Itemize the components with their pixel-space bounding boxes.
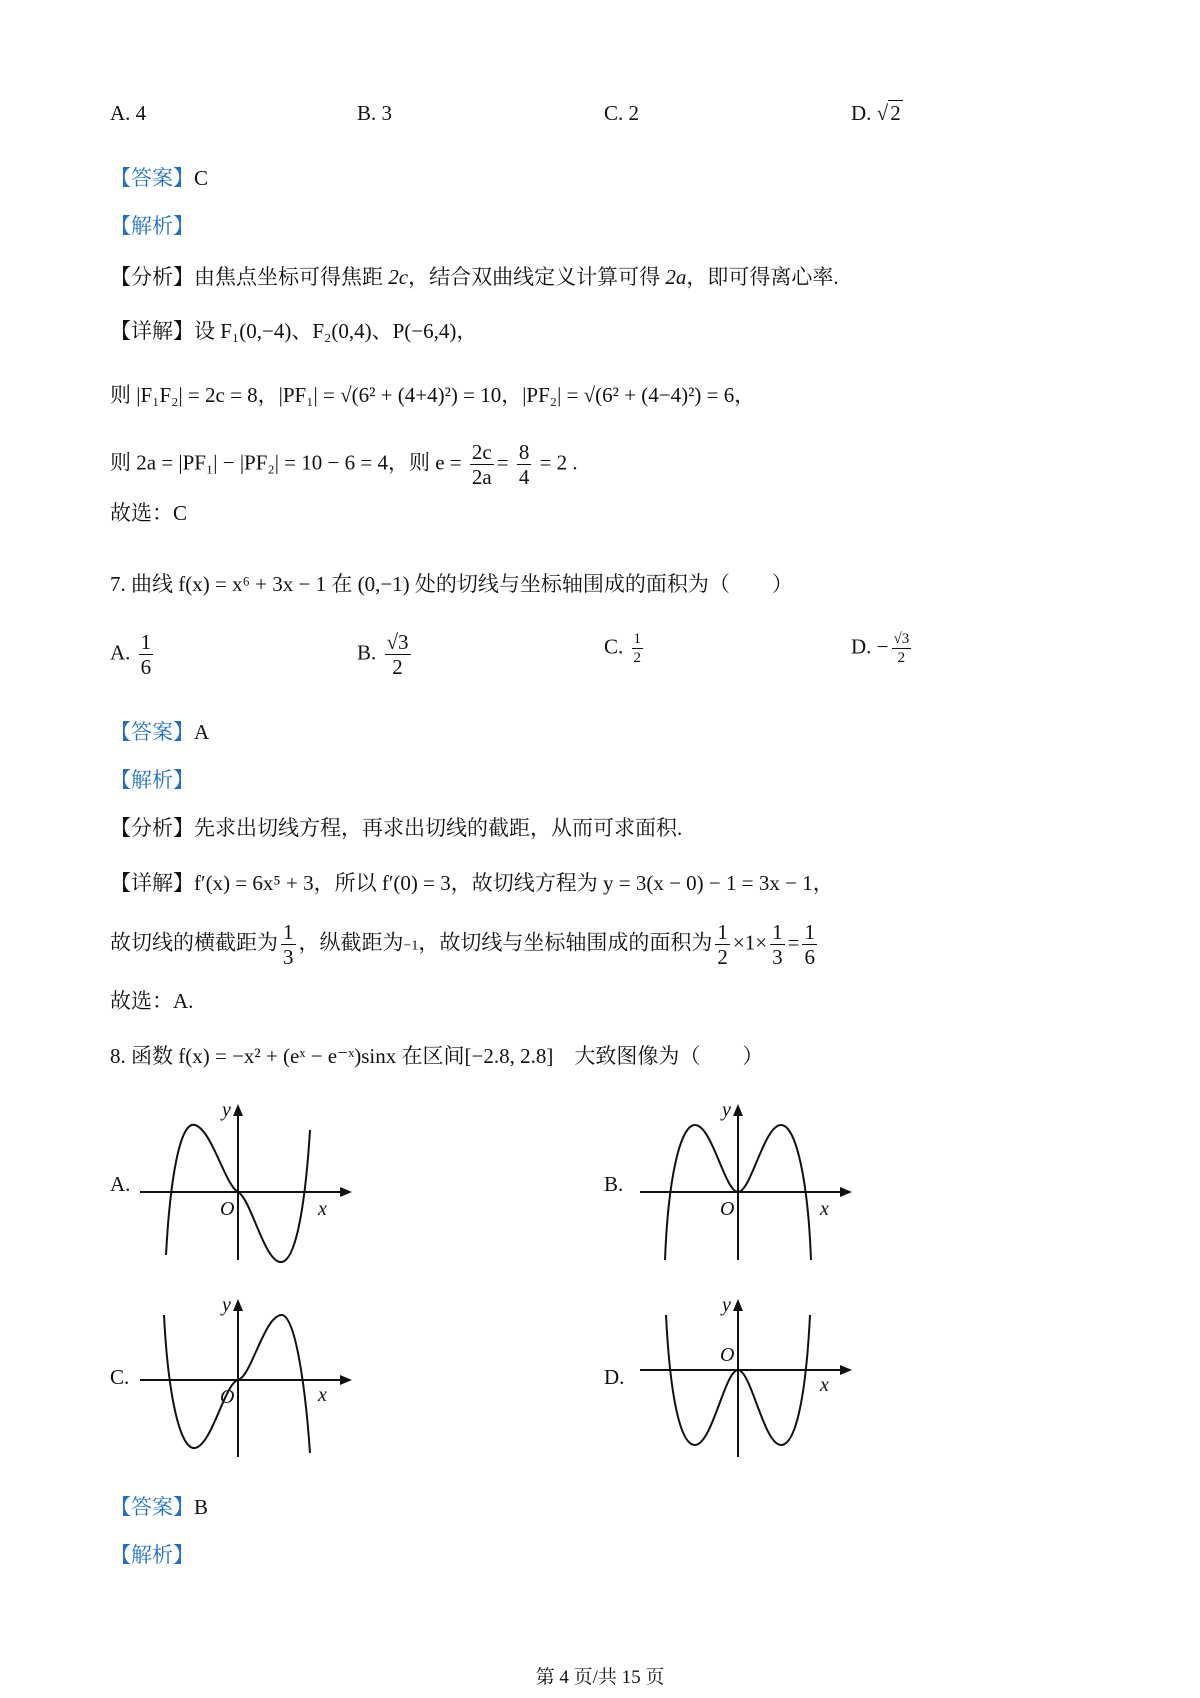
y-axis-label: y [722, 1294, 731, 1316]
option-label: B. [357, 640, 377, 665]
q6-option-b[interactable]: B. 3 [357, 101, 393, 125]
q6-analysis [110, 262, 839, 292]
q7-option-a[interactable] [110, 630, 156, 679]
q8-stem: 8. 函数 f(x) = −x² + (eˣ − e⁻ˣ)sinx 在区间[−2.8, 2.8] 大致图像为（ ） [110, 1044, 764, 1068]
q7-analysis-text: 先求出切线方程，再求出切线的截距，从而可求面积. [194, 816, 683, 840]
q6-analysis-part: ，结合双曲线定义计算可得 [408, 265, 661, 289]
q7-option-c[interactable] [604, 630, 646, 667]
y-axis-arrow-icon [233, 1299, 243, 1311]
origin-label: O [720, 1198, 735, 1220]
x-axis-label: x [318, 1198, 327, 1220]
q6-fraction-8-4 [517, 440, 532, 489]
y-axis-label: y [222, 1099, 231, 1121]
fraction-denominator: 6 [804, 945, 815, 969]
option-fraction [892, 630, 912, 667]
answer-tag: 【答案】 [110, 166, 194, 190]
y-axis-label: y [722, 1099, 731, 1121]
q8-graph-a[interactable] [140, 1100, 360, 1270]
q8-graph-d[interactable] [640, 1295, 860, 1465]
q7-stem: 7. 曲线 f(x) = x⁶ + 3x − 1 在 (0,−1) 处的切线与坐标轴围成的面积为（ ） [110, 572, 793, 596]
fraction-numerator: 1 [717, 920, 728, 944]
q8-answer-value: B [194, 1495, 209, 1519]
q7-option-d[interactable] [851, 630, 914, 667]
q6-detail-line-2: 则 |F₁F₂| = 2c = 8，|PF₁| = √(6² + (4+4)²) = 10，|PF₂| = √(6² + (4−4)²) = 6， [110, 383, 756, 407]
q6-option-a[interactable]: A. 4 [110, 101, 147, 125]
q6-analysis-2a: 2a [665, 265, 687, 289]
fraction-numerator: 1 [772, 920, 783, 944]
q6-detail-text: = 2 . [539, 450, 578, 475]
page-footer: 第 4 页/共 15 页 [535, 1667, 665, 1688]
fraction-numerator: 1 [633, 631, 642, 647]
q6-answer-value: C [194, 166, 209, 190]
fraction-denominator: 6 [140, 655, 152, 679]
q6-answer [110, 163, 208, 193]
option-label: C. [604, 634, 624, 659]
q6-analysis-2c: 2c [388, 265, 409, 289]
x-axis-arrow-icon [840, 1187, 852, 1197]
option-fraction [632, 630, 644, 667]
answer-tag: 【答案】 [110, 720, 194, 744]
q8-graph-b[interactable] [640, 1100, 860, 1270]
fraction-denominator: 4 [518, 465, 530, 489]
fraction-numerator: 1 [283, 920, 294, 944]
q6-detail-line-3: 则 2a = |PF₁| − |PF₂| = 10 − 6 = 4，则 e = $\frac{2c}{2a}$ = $\frac{8}{4}$ = 2 . [110, 440, 578, 489]
y-axis-arrow-icon [233, 1104, 243, 1116]
q6-choice: 故选：C [110, 501, 188, 525]
origin-label: O [220, 1198, 235, 1220]
fraction-denominator: 3 [283, 945, 294, 969]
detail-tag: 【详解】 [110, 871, 194, 895]
q6-detail-text: 设 F₁(0,−4)、F₂(0,4)、P(−6,4)， [194, 319, 478, 343]
analysis-tag: 【分析】 [110, 816, 194, 840]
q7-jiexi: 【解析】 [110, 768, 194, 792]
x-axis-label: x [318, 1384, 327, 1406]
fraction-denominator: 2 [717, 945, 728, 969]
option-label: A. [110, 640, 131, 665]
q8-graph-a-label[interactable]: A. [110, 1172, 131, 1196]
fraction-numerator: √3 [386, 630, 409, 654]
q7-detail-text: f′(x) = 6x⁵ + 3，所以 f′(0) = 3，故切线方程为 y = 3(x − 0) − 1 = 3x − 1， [194, 871, 834, 895]
fraction-numerator: √3 [893, 631, 910, 647]
y-axis-arrow-icon [733, 1104, 743, 1116]
fraction-denominator: 3 [772, 945, 783, 969]
q6-analysis-part: 由焦点坐标可得焦距 [194, 265, 383, 289]
x-axis-arrow-icon [340, 1375, 352, 1385]
option-sign: − [876, 634, 889, 659]
option-fraction [385, 630, 411, 679]
q8-graph-c[interactable] [140, 1295, 360, 1465]
fraction-denominator: 2a [471, 465, 492, 489]
q7-detail-minus-one: −1 [403, 938, 419, 954]
y-axis-label: y [222, 1294, 231, 1316]
q7-detail-text: = [787, 930, 800, 955]
x-axis-label: x [820, 1198, 829, 1220]
x-axis-arrow-icon [840, 1365, 852, 1375]
q6-option-d[interactable] [851, 98, 903, 128]
q6-fraction-2c-2a [470, 440, 494, 489]
q8-graph-b-label[interactable]: B. [604, 1172, 624, 1196]
fraction-denominator: 2 [897, 650, 906, 666]
answer-tag: 【答案】 [110, 1495, 194, 1519]
q6-jiexi: 【解析】 [110, 214, 194, 238]
q7-detail-text: ，故切线与坐标轴围成的面积为 [418, 930, 713, 955]
q7-detail-text: 故切线的横截距为 [110, 930, 278, 955]
q7-option-b[interactable] [357, 630, 414, 679]
x-axis-arrow-icon [340, 1187, 352, 1197]
origin-label: O [720, 1344, 735, 1366]
fraction-denominator: 2 [633, 650, 642, 666]
origin-label: O [220, 1386, 235, 1408]
q7-detail-text: ，纵截距为 [298, 930, 404, 955]
analysis-tag: 【分析】 [110, 265, 194, 289]
x-axis-label: x [820, 1374, 829, 1396]
fraction-denominator: 2 [392, 655, 403, 679]
fraction-1-3 [770, 920, 785, 969]
q8-answer [110, 1492, 208, 1522]
option-fraction [139, 630, 154, 679]
q6-analysis-part: ，即可得离心率. [686, 265, 839, 289]
q6-option-c[interactable]: C. 2 [604, 101, 640, 125]
q7-answer [110, 717, 209, 747]
q8-graph-c-label[interactable]: C. [110, 1365, 130, 1389]
q8-graph-d-label[interactable]: D. [604, 1365, 625, 1389]
q6-option-d-label: D. [851, 101, 872, 125]
q8-jiexi: 【解析】 [110, 1543, 194, 1567]
fraction-1-2 [715, 920, 730, 969]
detail-tag: 【详解】 [110, 319, 194, 343]
fraction-numerator: 1 [140, 630, 152, 654]
y-axis-arrow-icon [733, 1299, 743, 1311]
fraction-numerator: 2c [471, 440, 492, 464]
q6-detail-line-1 [110, 316, 477, 346]
option-label: D. [851, 634, 872, 659]
fraction-numerator: 1 [804, 920, 815, 944]
q7-detail-line-1 [110, 868, 834, 898]
q6-option-d-radicand: 2 [890, 101, 901, 125]
q7-answer-value: A [194, 720, 210, 744]
q7-choice: 故选：A. [110, 989, 194, 1013]
q7-analysis [110, 813, 682, 843]
q7-detail-text: ×1× [732, 930, 768, 955]
q7-detail-line-2 [110, 920, 820, 969]
fraction-1-6 [802, 920, 817, 969]
fraction-1-3 [281, 920, 296, 969]
q6-detail-text: 则 2a = |PF₁| − |PF₂| = 10 − 6 = 4，则 e = [110, 450, 462, 475]
q6-option-d-sqrt: √2 [876, 101, 901, 125]
fraction-numerator: 8 [518, 440, 530, 464]
